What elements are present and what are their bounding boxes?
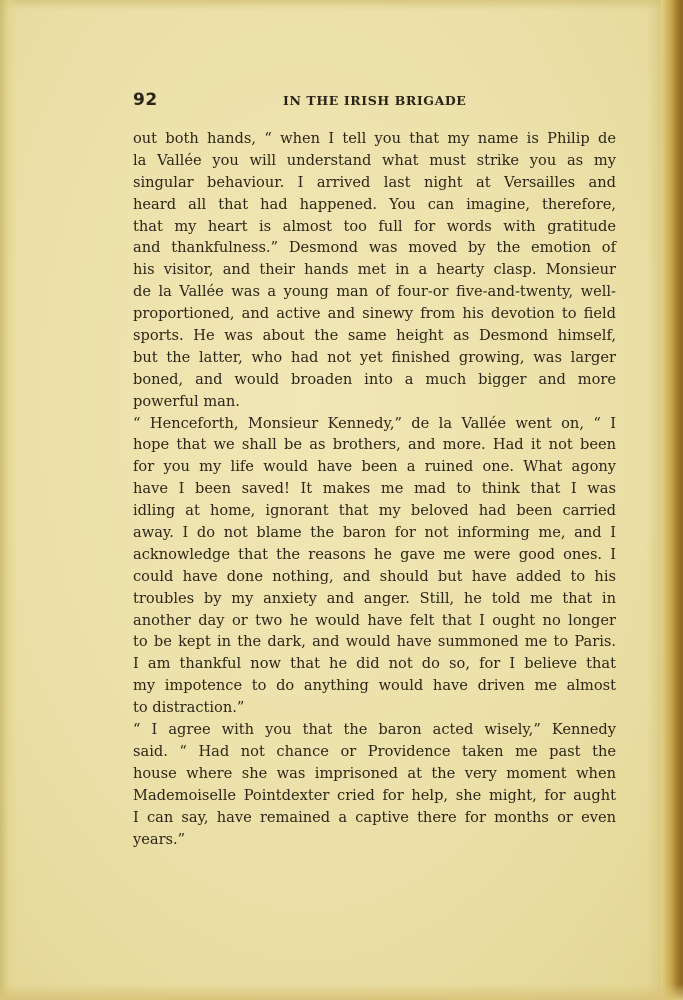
page-header: [133, 90, 616, 114]
text-line: my impotence to do anything would have driven me almost: [133, 677, 616, 695]
text-line: proportioned, and active and sinewy from his devotion to field: [133, 305, 616, 323]
text-line: hope that we shall be as brothers, and more. Had it not been: [133, 436, 616, 454]
text-line: “ Henceforth, Monsieur Kennedy,” de la Vallée went on, “ I: [133, 414, 616, 432]
text-line: “ I agree with you that the baron acted wisely,” Kennedy: [133, 721, 616, 739]
text-line: boned, and would broaden into a much bigger and more: [133, 370, 616, 388]
page-top-shadow: [0, 0, 683, 10]
text-line: sports. He was about the same height as Desmond himself,: [133, 327, 616, 345]
text-line: Mademoiselle Pointdexter cried for help, she might, for aught: [133, 786, 616, 804]
text-line: could have done nothing, and should but have added to his: [133, 567, 616, 585]
text-line: to be kept in the dark, and would have summoned me to Paris.: [133, 633, 616, 651]
book-fore-edge: [661, 0, 683, 1000]
text-line: away. I do not blame the baron for not informing me, and I: [133, 524, 616, 542]
page-gutter-shadow: [0, 0, 18, 1000]
page-number: 92: [133, 90, 158, 110]
page-edge-shadow: [647, 0, 661, 1000]
text-line: idling at home, ignorant that my beloved had been carried: [133, 502, 616, 520]
text-line: I can say, have remained a captive there for months or even: [133, 808, 616, 826]
text-line: de la Vallée was a young man of four-or five-and-twenty, well-: [133, 283, 616, 301]
text-line: house where she was imprisoned at the very moment when: [133, 764, 616, 782]
running-head: IN THE IRISH BRIGADE: [283, 93, 467, 108]
text-line: his visitor, and their hands met in a hearty clasp. Monsieur: [133, 261, 616, 279]
text-line: years.”: [133, 830, 186, 848]
text-line: la Vallée you will understand what must strike you as my: [133, 151, 616, 169]
text-line: acknowledge that the reasons he gave me were good ones. I: [133, 545, 616, 563]
text-line: heard all that had happened. You can imagine, therefore,: [133, 195, 616, 213]
text-line: have I been saved! It makes me mad to think that I was: [133, 480, 616, 498]
page-bottom-shadow: [0, 984, 683, 1000]
text-line: but the latter, who had not yet finished growing, was larger: [133, 348, 616, 366]
text-line: another day or two he would have felt that I ought no longer: [133, 611, 616, 629]
text-line: for you my life would have been a ruined one. What agony: [133, 458, 616, 476]
text-line: said. “ Had not chance or Providence taken me past the: [133, 742, 616, 760]
text-line: powerful man.: [133, 392, 240, 410]
text-line: and thankfulness.” Desmond was moved by the emotion of: [133, 239, 616, 257]
text-line: that my heart is almost too full for words with gratitude: [133, 217, 616, 235]
body-text: [133, 128, 616, 850]
text-line: I am thankful now that he did not do so, for I believe that: [133, 655, 616, 673]
text-line: to distraction.”: [133, 699, 245, 717]
text-line: singular behaviour. I arrived last night at Versailles and: [133, 173, 616, 191]
text-line: out both hands, “ when I tell you that my name is Philip de: [133, 130, 616, 147]
text-line: troubles by my anxiety and anger. Still, he told me that in: [133, 589, 616, 607]
